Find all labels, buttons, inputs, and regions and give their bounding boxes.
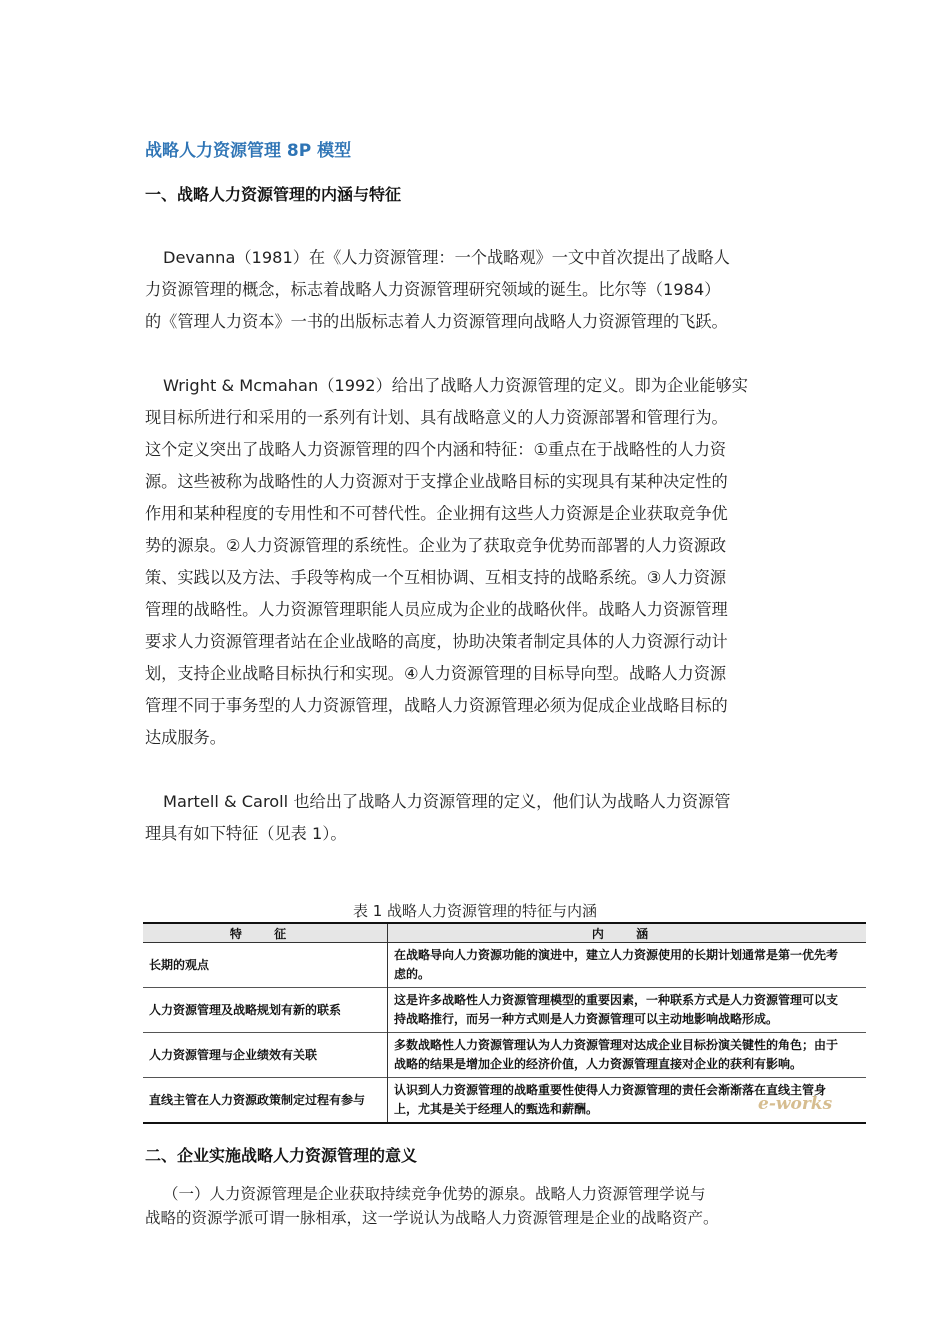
text-line: 势的源泉。②人力资源管理的系统性。企业为了获取竞争优势而部署的人力资源政	[145, 536, 727, 555]
table-caption: 表 1 战略人力资源管理的特征与内涵	[352, 902, 598, 920]
cell-line: 这是许多战略性人力资源管理模型的重要因素，一种联系方式是人力资源管理可以支	[394, 993, 839, 1007]
text-line: 源。这些被称为战略性的人力资源对于支撑企业战略目标的实现具有某种决定性的	[145, 472, 728, 491]
text-line: （一）人力资源管理是企业获取持续竞争优势的源泉。战略人力资源管理学说与	[163, 1185, 706, 1203]
table-row	[143, 1033, 866, 1078]
text-line: Devanna（1981）在《人力资源管理：一个战略观》一文中首次提出了战略人	[163, 248, 730, 267]
cell-line: 战略的结果是增加企业的经济价值，人力资源管理直接对企业的获利有影响。	[394, 1057, 803, 1071]
text-line: 的《管理人力资本》一书的出版标志着人力资源管理向战略人力资源管理的飞跃。	[145, 312, 728, 331]
table-cell-meaning	[388, 988, 867, 1033]
cell-line: 上，尤其是关于经理人的甄选和薪酬。	[394, 1102, 599, 1116]
table-cell-feature: 人力资源管理及战略规划有新的联系	[143, 988, 388, 1033]
cell-line: 持战略推行，而另一种方式则是人力资源管理可以主动地影响战略形成。	[394, 1012, 779, 1026]
table-cell-meaning	[388, 1033, 867, 1078]
section-heading-1: 一、战略人力资源管理的内涵与特征	[145, 185, 402, 204]
table-row	[143, 943, 866, 988]
text-line: 管理的战略性。人力资源管理职能人员应成为企业的战略伙伴。战略人力资源管理	[145, 600, 728, 619]
table-header-row	[143, 923, 866, 943]
paragraph-martell-caroll	[145, 786, 813, 850]
table-cell-meaning	[388, 943, 867, 988]
page-title: 战略人力资源管理 8P 模型	[145, 141, 352, 161]
text-line: 划，支持企业战略目标执行和实现。④人力资源管理的目标导向型。战略人力资源	[145, 664, 727, 683]
text-line: 战略的资源学派可谓一脉相承，这一学说认为战略人力资源管理是企业的战略资产。	[145, 1209, 719, 1227]
table-header-feature: 特 征	[143, 923, 388, 943]
table-header-meaning: 内 涵	[388, 923, 867, 943]
cell-line: 多数战略性人力资源管理认为人力资源管理对达成企业目标扮演关键性的角色；由于	[394, 1038, 839, 1052]
text-line: 这个定义突出了战略人力资源管理的四个内涵和特征：①重点在于战略性的人力资	[145, 440, 727, 459]
table-cell-feature: 直线主管在人力资源政策制定过程有参与	[143, 1078, 388, 1124]
text-line: 现目标所进行和采用的一系列有计划、具有战略意义的人力资源部署和管理行为。	[145, 408, 728, 427]
text-line: 管理不同于事务型的人力资源管理，战略人力资源管理必须为促成企业战略目标的	[145, 696, 728, 715]
text-line: Wright & Mcmahan（1992）给出了战略人力资源管理的定义。即为企业能够实	[163, 376, 748, 395]
text-line: 策、实践以及方法、手段等构成一个互相协调、互相支持的战略系统。③人力资源	[145, 568, 727, 587]
section-heading-2: 二、企业实施战略人力资源管理的意义	[145, 1146, 418, 1165]
text-line: Martell & Caroll 也给出了战略人力资源管理的定义，他们认为战略人力资源管	[163, 792, 731, 811]
text-line: 作用和某种程度的专用性和不可替代性。企业拥有这些人力资源是企业获取竞争优	[145, 504, 728, 523]
watermark-logo: e-works	[758, 1094, 833, 1114]
text-line: 力资源管理的概念，标志着战略人力资源管理研究领域的诞生。比尔等（1984）	[145, 280, 721, 299]
paragraph-devanna	[145, 242, 813, 338]
cell-line: 认识到人力资源管理的战略重要性使得人力资源管理的责任会渐渐落在直线主管身	[394, 1083, 827, 1097]
text-line: 达成服务。	[145, 728, 226, 747]
text-line: 理具有如下特征（见表 1）。	[145, 824, 347, 843]
table-cell-feature: 人力资源管理与企业绩效有关联	[143, 1033, 388, 1078]
cell-line: 在战略导向人力资源功能的演进中，建立人力资源使用的长期计划通常是第一优先考	[394, 948, 839, 962]
paragraph-wright-mcmahan	[145, 370, 813, 754]
paragraph-significance-1	[145, 1182, 825, 1230]
table-cell-feature: 长期的观点	[143, 943, 388, 988]
cell-line: 虑的。	[394, 967, 431, 981]
text-line: 要求人力资源管理者站在企业战略的高度，协助决策者制定具体的人力资源行动计	[145, 632, 728, 651]
table-row	[143, 988, 866, 1033]
